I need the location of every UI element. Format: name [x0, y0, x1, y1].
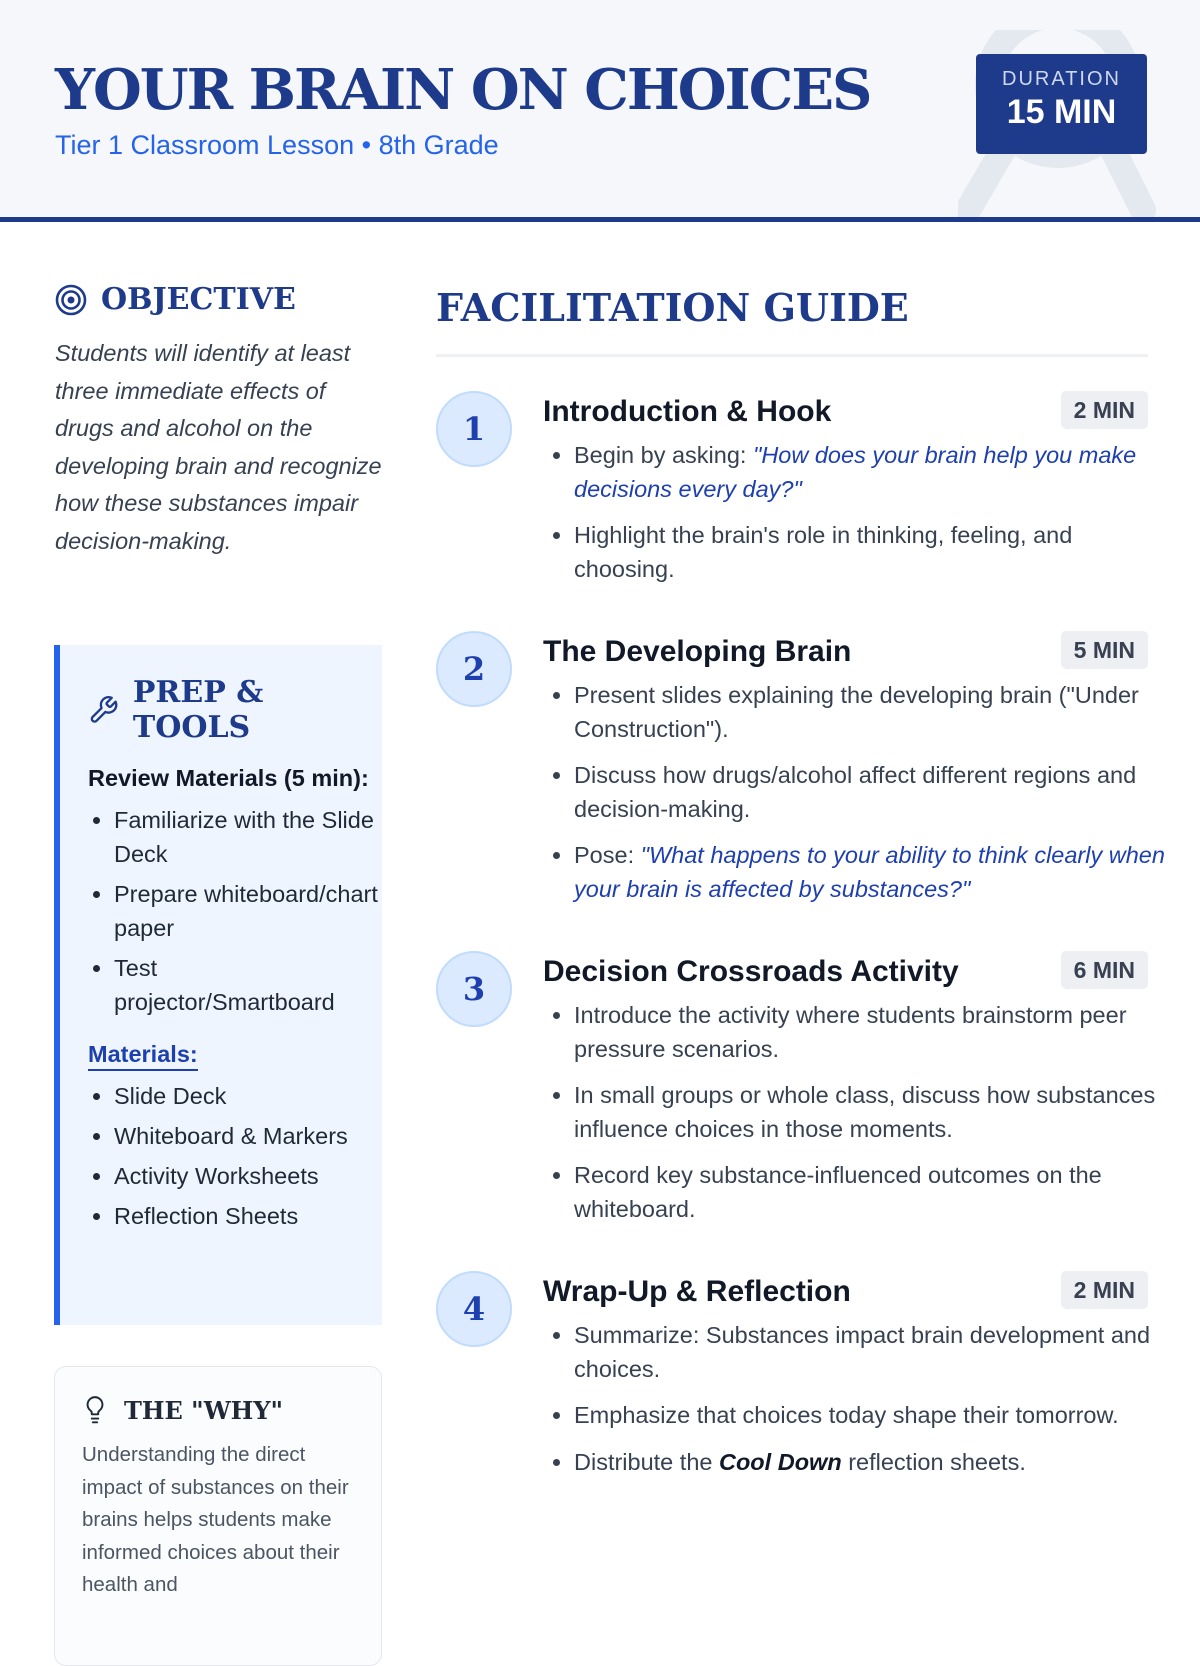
list-item: • Slide Deck: [114, 1079, 382, 1113]
prep-tools-panel: [54, 645, 382, 1325]
list-item: • Highlight the brain's role in thinking, feeling, and choosing.: [574, 519, 1179, 586]
list-item: • Prepare whiteboard/chart paper: [114, 877, 382, 945]
guide-title: FACILITATION GUIDE: [436, 285, 909, 330]
list-item: [574, 839, 1179, 906]
objective-heading: OBJECTIVE: [101, 282, 296, 317]
step-number: 2: [436, 631, 512, 707]
header: [0, 0, 1200, 222]
item-text: Distribute the: [574, 1448, 713, 1475]
step-items: [543, 679, 1179, 919]
quote-text: "What happens to your ability to think clearly when your brain is affected by substances?": [574, 842, 1165, 902]
prep-heading: PREP & TOOLS: [132, 675, 264, 745]
step-title: Introduction & Hook: [543, 395, 832, 428]
objective-section: [55, 282, 383, 560]
materials-list: [88, 1079, 382, 1233]
duration-badge: [976, 54, 1147, 154]
list-item: • In small groups or whole class, discuss how substances influence choices in those moments.: [574, 1079, 1179, 1146]
list-item: • Test projector/Smartboard: [114, 951, 382, 1019]
list-item: • Summarize: Substances impact brain development and choices.: [574, 1319, 1179, 1386]
quote-text: "How does your brain help you make decisions every day?": [574, 442, 1137, 502]
list-item: • Discuss how drugs/alcohol affect different regions and decision-making.: [574, 759, 1179, 826]
why-heading: THE "WHY": [124, 1395, 283, 1425]
target-icon: [55, 284, 87, 316]
emphasis-text: Cool Down: [718, 1448, 842, 1475]
page-title: YOUR BRAIN ON CHOICES: [55, 57, 871, 123]
list-item: • Whiteboard & Markers: [114, 1119, 382, 1153]
step-title: Decision Crossroads Activity: [543, 955, 959, 988]
step-items: [543, 1319, 1179, 1492]
item-text: reflection sheets.: [848, 1448, 1026, 1475]
lightbulb-icon: [82, 1395, 108, 1425]
step-number: 1: [436, 391, 512, 467]
list-item: • Reflection Sheets: [114, 1199, 382, 1233]
step-number: 3: [436, 951, 512, 1027]
review-materials-list: [88, 803, 382, 1019]
step-items: [543, 999, 1179, 1239]
divider: [436, 354, 1148, 357]
list-item: [574, 1446, 1179, 1480]
duration-value: 15 MIN: [1006, 93, 1117, 131]
duration-label: DURATION: [1002, 68, 1121, 90]
step-number: 4: [436, 1271, 512, 1347]
list-item: [574, 439, 1179, 506]
item-text: Pose:: [574, 842, 635, 868]
materials-heading: Materials:: [88, 1039, 198, 1071]
list-item: • Activity Worksheets: [114, 1159, 382, 1193]
list-item: • Present slides explaining the developing brain ("Under Construction").: [574, 679, 1179, 746]
step-items: [543, 439, 1179, 599]
step-title: Wrap-Up & Reflection: [543, 1275, 851, 1308]
why-text: Understanding the direct impact of substances on their brains helps students make informed choices about their health and: [82, 1443, 349, 1596]
step-title: The Developing Brain: [543, 635, 852, 668]
list-item: • Emphasize that choices today shape their tomorrow.: [574, 1399, 1179, 1433]
why-card: [54, 1366, 382, 1666]
facilitation-guide-header: [436, 282, 1148, 357]
list-item: • Familiarize with the Slide Deck: [114, 803, 382, 871]
step-time-badge: 2 MIN: [1061, 1271, 1148, 1309]
item-text: Begin by asking:: [574, 442, 747, 468]
page-subtitle: Tier 1 Classroom Lesson • 8th Grade: [55, 130, 499, 160]
step-time-badge: 5 MIN: [1061, 631, 1148, 669]
review-materials-heading: Review Materials (5 min):: [88, 765, 369, 791]
list-item: • Record key substance-influenced outcomes on the whiteboard.: [574, 1159, 1179, 1226]
list-item: • Introduce the activity where students brainstorm peer pressure scenarios.: [574, 999, 1179, 1066]
wrench-icon: [88, 694, 119, 726]
step-time-badge: 6 MIN: [1061, 951, 1148, 989]
objective-text: Students will identify at least three immediate effects of drugs and alcohol on the developing brain and recognize how these substances impair decision-making.: [55, 340, 382, 554]
step-time-badge: 2 MIN: [1061, 391, 1148, 429]
